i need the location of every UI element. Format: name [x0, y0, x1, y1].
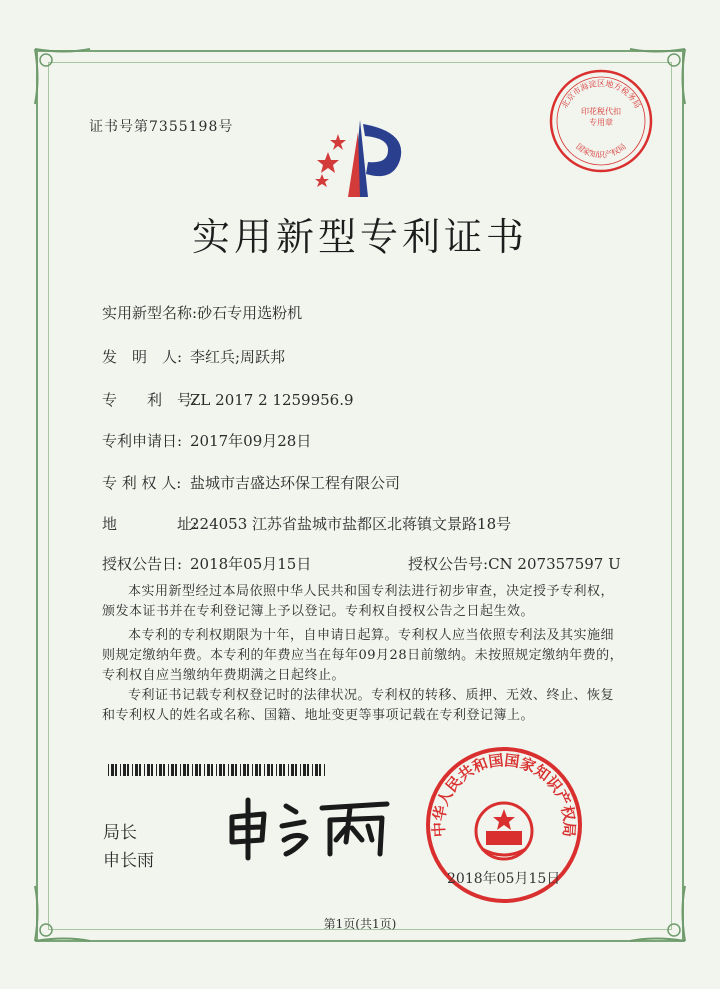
field-label: 授权公告日:	[102, 555, 183, 573]
corner-ornament-bottom-right	[620, 876, 690, 946]
barcode-bar	[228, 764, 229, 776]
paragraph-legal-status: 专利证书记载专利权登记时的法律状况。专利权的转移、质押、无效、终止、恢复和专利权人的姓名或名称、国籍、地址变更等事项记载在专利登记簿上。	[102, 688, 615, 723]
barcode-bar	[139, 764, 141, 776]
barcode-bar	[307, 764, 309, 776]
barcode-bar	[264, 764, 265, 776]
barcode-bar	[243, 764, 246, 776]
field-label: 专 利 号:	[102, 391, 198, 409]
barcode-bar	[163, 764, 165, 776]
barcode-bar	[283, 764, 285, 776]
barcode-bar	[279, 764, 282, 776]
barcode-bar	[192, 764, 193, 776]
field-label: 地 址:	[102, 515, 198, 533]
barcode-bar	[300, 764, 301, 776]
issue-date: 2018年05月15日	[447, 871, 561, 887]
barcode-bar	[267, 764, 270, 776]
svg-text:北京市海淀区地方税务局	[559, 78, 642, 110]
barcode-bar	[156, 764, 157, 776]
field-patentee	[102, 472, 400, 493]
field-value: CN 207357597 U	[488, 555, 621, 573]
barcode	[108, 764, 328, 776]
field-inventor	[102, 346, 285, 367]
field-value: 砂石专用选粉机	[197, 304, 303, 322]
tax-seal-center-text: 印花税代扣专用章	[581, 107, 621, 127]
barcode-bar	[108, 764, 109, 776]
field-grant-number	[408, 553, 621, 574]
barcode-bar	[219, 764, 222, 776]
barcode-bar	[207, 764, 210, 776]
page-indicator: 第1页(共1页)	[323, 917, 397, 931]
field-label: 专 利 权 人:	[102, 474, 182, 492]
field-grant-date	[102, 553, 311, 574]
barcode-bar	[235, 764, 237, 776]
field-label: 授权公告号:	[408, 555, 489, 573]
barcode-bar	[111, 764, 114, 776]
svg-text:国家知识产权局	[574, 142, 627, 160]
patent-office-logo	[308, 112, 418, 202]
barcode-bar	[252, 764, 253, 776]
corner-ornament-bottom-left	[30, 876, 100, 946]
barcode-bar	[120, 764, 121, 776]
field-label: 实用新型名称:	[102, 304, 198, 322]
tax-seal-bottom-text: 国家知识产权局	[574, 141, 628, 160]
barcode-bar	[315, 764, 318, 776]
barcode-bar	[288, 764, 289, 776]
director-title: 局长	[103, 823, 137, 843]
barcode-bar	[147, 764, 150, 776]
barcode-bar	[135, 764, 138, 776]
barcode-bar	[151, 764, 153, 776]
field-value: 2017年09月28日	[190, 432, 312, 450]
barcode-bar	[324, 764, 325, 776]
director-signature	[222, 792, 402, 862]
director-name: 申长雨	[103, 851, 154, 871]
barcode-bar	[276, 764, 277, 776]
barcode-bar	[127, 764, 129, 776]
field-patent-number	[102, 389, 354, 410]
field-label: 发 明 人:	[102, 348, 183, 366]
barcode-bar	[144, 764, 145, 776]
barcode-bar	[187, 764, 189, 776]
barcode-bar	[223, 764, 225, 776]
paragraph-grant-decision: 本实用新型经过本局依照中华人民共和国专利法进行初步审查，决定授予专利权，颁发本证书并在专利登记簿上予以登记。专利权自授权公告之日起生效。	[102, 584, 615, 619]
barcode-bar	[183, 764, 186, 776]
national-emblem-icon	[476, 803, 532, 859]
barcode-bar	[180, 764, 181, 776]
barcode-bar	[204, 764, 205, 776]
certificate-number: 证书号第7355198号	[89, 119, 234, 135]
barcode-bar	[319, 764, 321, 776]
barcode-bar	[231, 764, 234, 776]
barcode-bar	[199, 764, 201, 776]
field-utility-model-name	[102, 302, 302, 323]
barcode-bar	[168, 764, 169, 776]
field-value: 224053 江苏省盐城市盐都区北蒋镇文景路18号	[190, 515, 512, 533]
barcode-bar	[259, 764, 261, 776]
barcode-bar	[115, 764, 117, 776]
barcode-bar	[312, 764, 313, 776]
barcode-bar	[216, 764, 217, 776]
barcode-bar	[195, 764, 198, 776]
barcode-bar	[240, 764, 241, 776]
field-label: 专利申请日:	[102, 432, 183, 450]
field-value: 2018年05月15日	[190, 555, 312, 573]
barcode-bar	[247, 764, 249, 776]
paragraph-term-and-fees: 本专利的专利权期限为十年，自申请日起算。专利权人应当依照专利法及其实施细则规定缴纳年费。本专利的年费应当在每年09月28日前缴纳。未按照规定缴纳年费的，专利权自应当缴纳年费期满之日起终止。	[102, 628, 624, 683]
tax-stamp-seal	[546, 66, 656, 176]
barcode-bar	[159, 764, 162, 776]
certificate-title: 实用新型专利证书	[191, 215, 528, 259]
barcode-bar	[123, 764, 126, 776]
tax-seal-top-text: 北京市海淀区地方税务局	[559, 79, 643, 110]
corner-ornament-top-left	[30, 44, 100, 114]
field-value: 李红兵;周跃邦	[190, 348, 286, 366]
barcode-bar	[175, 764, 177, 776]
field-value: 盐城市吉盛达环保工程有限公司	[190, 474, 401, 492]
barcode-bar	[171, 764, 174, 776]
barcode-bar	[255, 764, 258, 776]
field-address	[102, 513, 511, 534]
barcode-bar	[295, 764, 297, 776]
barcode-bar	[211, 764, 213, 776]
field-value: ZL 2017 2 1259956.9	[190, 391, 354, 409]
barcode-bar	[303, 764, 306, 776]
field-application-date	[102, 430, 311, 451]
official-seal-text: 中华人民共和国国家知识产权局	[429, 751, 579, 838]
barcode-bar	[132, 764, 133, 776]
barcode-bar	[291, 764, 294, 776]
barcode-bar	[271, 764, 273, 776]
